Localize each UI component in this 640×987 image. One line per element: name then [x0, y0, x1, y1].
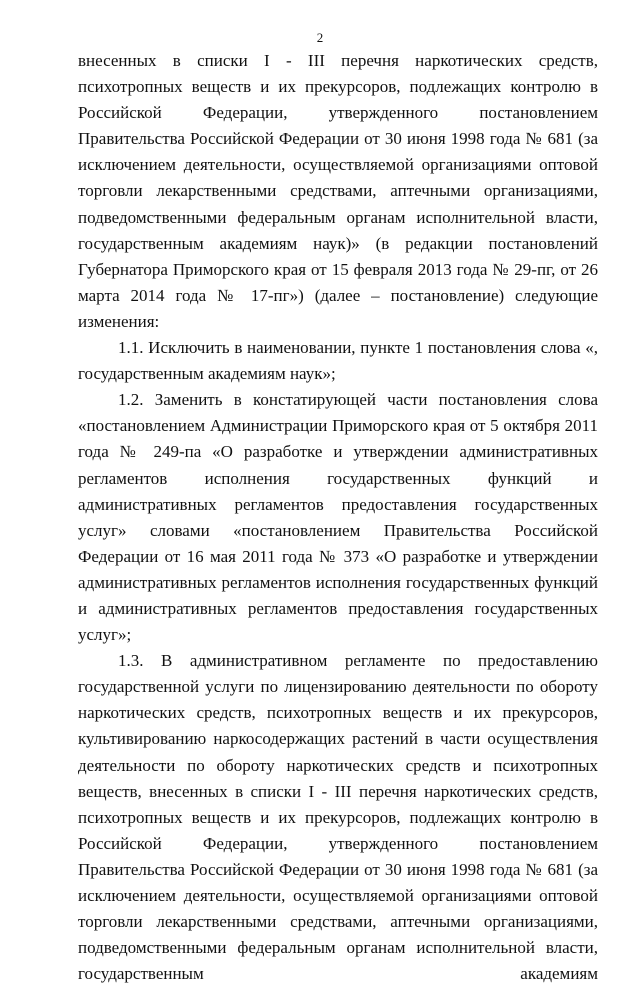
document-body [78, 48, 598, 987]
paragraph-item-1-3: 1.3. В административном регламенте по предоставлению государственной услуги по лицензированию деятельности по обороту наркотических средств, психотропных веществ и их прекурсоров, культивированию наркосодержащих растений в части осуществления деятельности по обороту наркотических средств и психотропных веществ, внесенных в списки I - III перечня наркотических средств, психотропных веществ и их прекурсоров, подлежащих контролю в Российской Федерации, утвержденного постановлением Правительства Российской Федерации от 30 июня 1998 года № 681 (за исключением деятельности, осуществляемой организациями оптовой торговли лекарственными средствами, аптечными организациями, подведомственными федеральным органам исполнительной власти, государственным академиям [78, 651, 598, 984]
page-number: 2 [316, 30, 324, 45]
paragraph-item-1-1: 1.1. Исключить в наименовании, пункте 1 постановления слова «, государственным академиям наук»; [78, 338, 598, 384]
paragraph-item-1-2: 1.2. Заменить в констатирующей части постановления слова «постановлением Администрации Приморского края от 5 октября 2011 года № 249-па «О разработке и утверждении административных регламентов исполнения государственных функций и административных регламентов предоставления государственных услуг» словами «постановлением Правительства Российской Федерации от 16 мая 2011 года № 373 «О разработке и утверждении административных регламентов исполнения государственных функций и административных регламентов предоставления государственных услуг»; [78, 390, 598, 645]
paragraph-intro: внесенных в списки I - III перечня наркотических средств, психотропных веществ и их прекурсоров, подлежащих контролю в Российской Федерации, утвержденного постановлением Правительства Российской Федерации от 30 июня 1998 года № 681 (за исключением деятельности, осуществляемой организациями оптовой торговли лекарственными средствами, аптечными организациями, подведомственными федеральным органам исполнительной власти, государственным академиям наук)» (в редакции постановлений Губернатора Приморского края от 15 февраля 2013 года № 29-пг, от 26 марта 2014 года № 17-пг») (далее – постановление) следующие изменения: [78, 51, 598, 331]
